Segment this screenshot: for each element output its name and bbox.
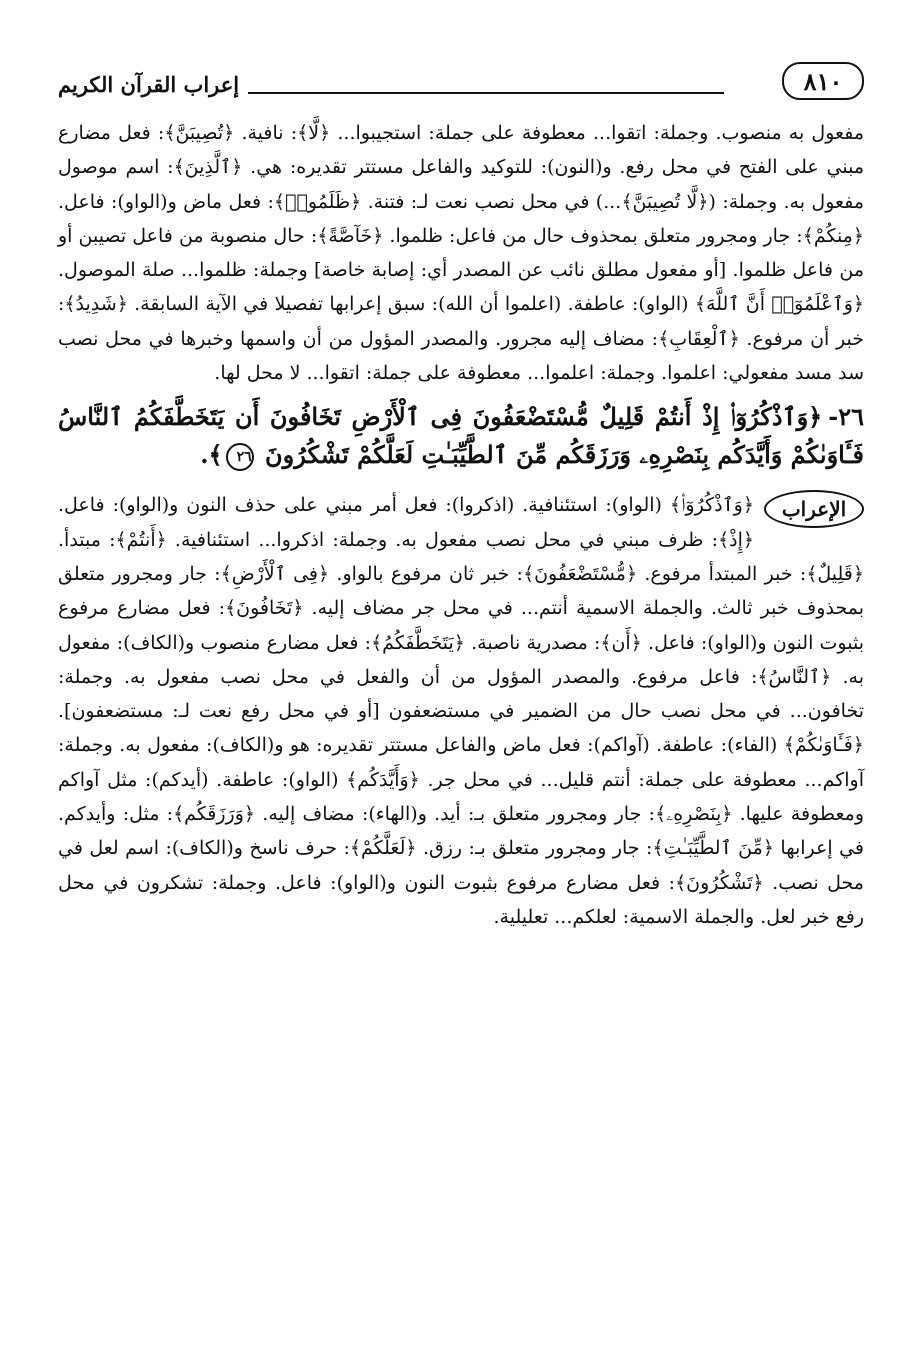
book-title: إعراب القرآن الكريم (58, 72, 240, 97)
verse-text: ﴿وَٱذْكُرُوٓا۟ إِذْ أَنتُمْ قَلِيلٌ مُّسْتَضْعَفُونَ فِى ٱلْأَرْضِ تَخَافُونَ أَن يَتَخَطَّفَكُمُ ٱلنَّاسُ فَـَٔاوَىٰكُمْ وَأَيَّدَكُم بِنَصْرِهِۦ وَرَزَقَكُم مِّنَ ٱلطَّيِّبَـٰتِ لَعَلَّكُمْ تَشْكُرُونَ (58, 402, 864, 470)
verse-number: ٢٦- (828, 402, 864, 432)
ayah-end-marker: ٢٦ (226, 443, 254, 471)
irab-section (58, 488, 864, 934)
header-rule (248, 92, 724, 94)
paragraph-irab-verse-26: ﴿وَٱذْكُرُوٓا۟﴾ (الواو): استئنافية. (اذكروا): فعل أمر مبني على حذف النون و(الواو): فاعل. ﴿إِذْ﴾: ظرف مبني في محل نصب مفعول به. وجملة: اذكروا... استئنافية. ﴿أَنتُمْ﴾: مبتدأ. ﴿قَلِيلٌ﴾: خبر المبتدأ مرفوع. ﴿مُّسْتَضْعَفُونَ﴾: خبر ثان مرفوع بالواو. ﴿فِى ٱلْأَرْضِ﴾: جار ومجرور متعلق بمحذوف خبر ثالث. والجملة الاسمية أنتم... في محل جر مضاف إليه. ﴿تَخَافُونَ﴾: فعل مضارع مرفوع بثبوت النون و(الواو): فاعل. ﴿أَن﴾: مصدرية ناصبة. ﴿يَتَخَطَّفَكُمُ﴾: فعل مضارع منصوب و(الكاف): مفعول به. ﴿ٱلنَّاسُ﴾: فاعل مرفوع. والمصدر المؤول من أن والفعل في محل نصب مفعول به. وجملة: تخافون... في محل نصب حال من الضمير في مستضعفون [أو في محل رفع نعت لـ: مستضعفون]. ﴿فَـَٔاوَىٰكُمْ﴾ (الفاء): عاطفة. (آواكم): فعل ماض والفاعل مستتر تقديره: هو و(الكاف): مفعول به. وجملة: آواكم... معطوفة على جملة: أنتم قليل... في محل جر. ﴿وَأَيَّدَكُم﴾ (الواو): عاطفة. (أيدكم): مثل آواكم ومعطوفة عليها. ﴿بِنَصْرِهِۦ﴾: جار ومجرور متعلق بـ: أيد. و(الهاء): مضاف إليه. ﴿وَرَزَقَكُم﴾: مثل: وأيدكم. في إعرابها ﴿مِّنَ ٱلطَّيِّبَـٰتِ﴾: جار ومجرور متعلق بـ: رزق. ﴿لَعَلَّكُمْ﴾: حرف ناسخ و(الكاف): اسم لعل في محل نصب. ﴿تَشْكُرُونَ﴾: فعل مضارع مرفوع بثبوت النون و(الواو): فاعل. وجملة: تشكرون في محل رفع خبر لعل. والجملة الاسمية: لعلكم... تعليلية. (58, 494, 864, 928)
paragraph-irab-verse-25: مفعول به منصوب. وجملة: اتقوا... معطوفة على جملة: استجيبوا... ﴿لَّا﴾: نافية. ﴿تُصِيبَنَّ﴾: فعل مضارع مبني على الفتح في محل رفع. و(النون): للتوكيد والفاعل مستتر تقديره: هي. ﴿ٱلَّذِينَ﴾: اسم موصول مفعول به. وجملة: (﴿لَّا تُصِيبَنَّ﴾...) في محل نصب نعت لـ: فتنة. ﴿ظَلَمُوا۟﴾: فعل ماض و(الواو): فاعل. ﴿مِنكُمْ﴾: جار ومجرور متعلق بمحذوف حال من فاعل: ظلموا. ﴿خَآصَّةً﴾: حال منصوبة من فاعل تصيبن أو من فاعل ظلموا. [أو مفعول مطلق نائب عن المصدر أي: إصابة خاصة] وجملة: ظلموا... صلة الموصول. ﴿وَٱعْلَمُوٓا۟ أَنَّ ٱللَّهَ﴾ (الواو): عاطفة. (اعلموا أن الله): سبق إعرابها تفصيلا في الآية السابقة. ﴿شَدِيدُ﴾: خبر أن مرفوع. ﴿ٱلْعِقَابِ﴾: مضاف إليه مجرور. والمصدر المؤول من أن واسمها وخبرها في محل نصب سد مسد مفعولي: اعلموا. وجملة: اعلموا... معطوفة على جملة: اتقوا... لا محل لها. (58, 122, 864, 385)
page-header (58, 58, 864, 116)
quran-verse-26 (58, 398, 864, 474)
verse-closing: ﴾. (200, 440, 223, 470)
irab-label: الإعراب (764, 490, 864, 528)
page-number: ٨١٠ (782, 62, 864, 100)
book-page (58, 58, 864, 1298)
